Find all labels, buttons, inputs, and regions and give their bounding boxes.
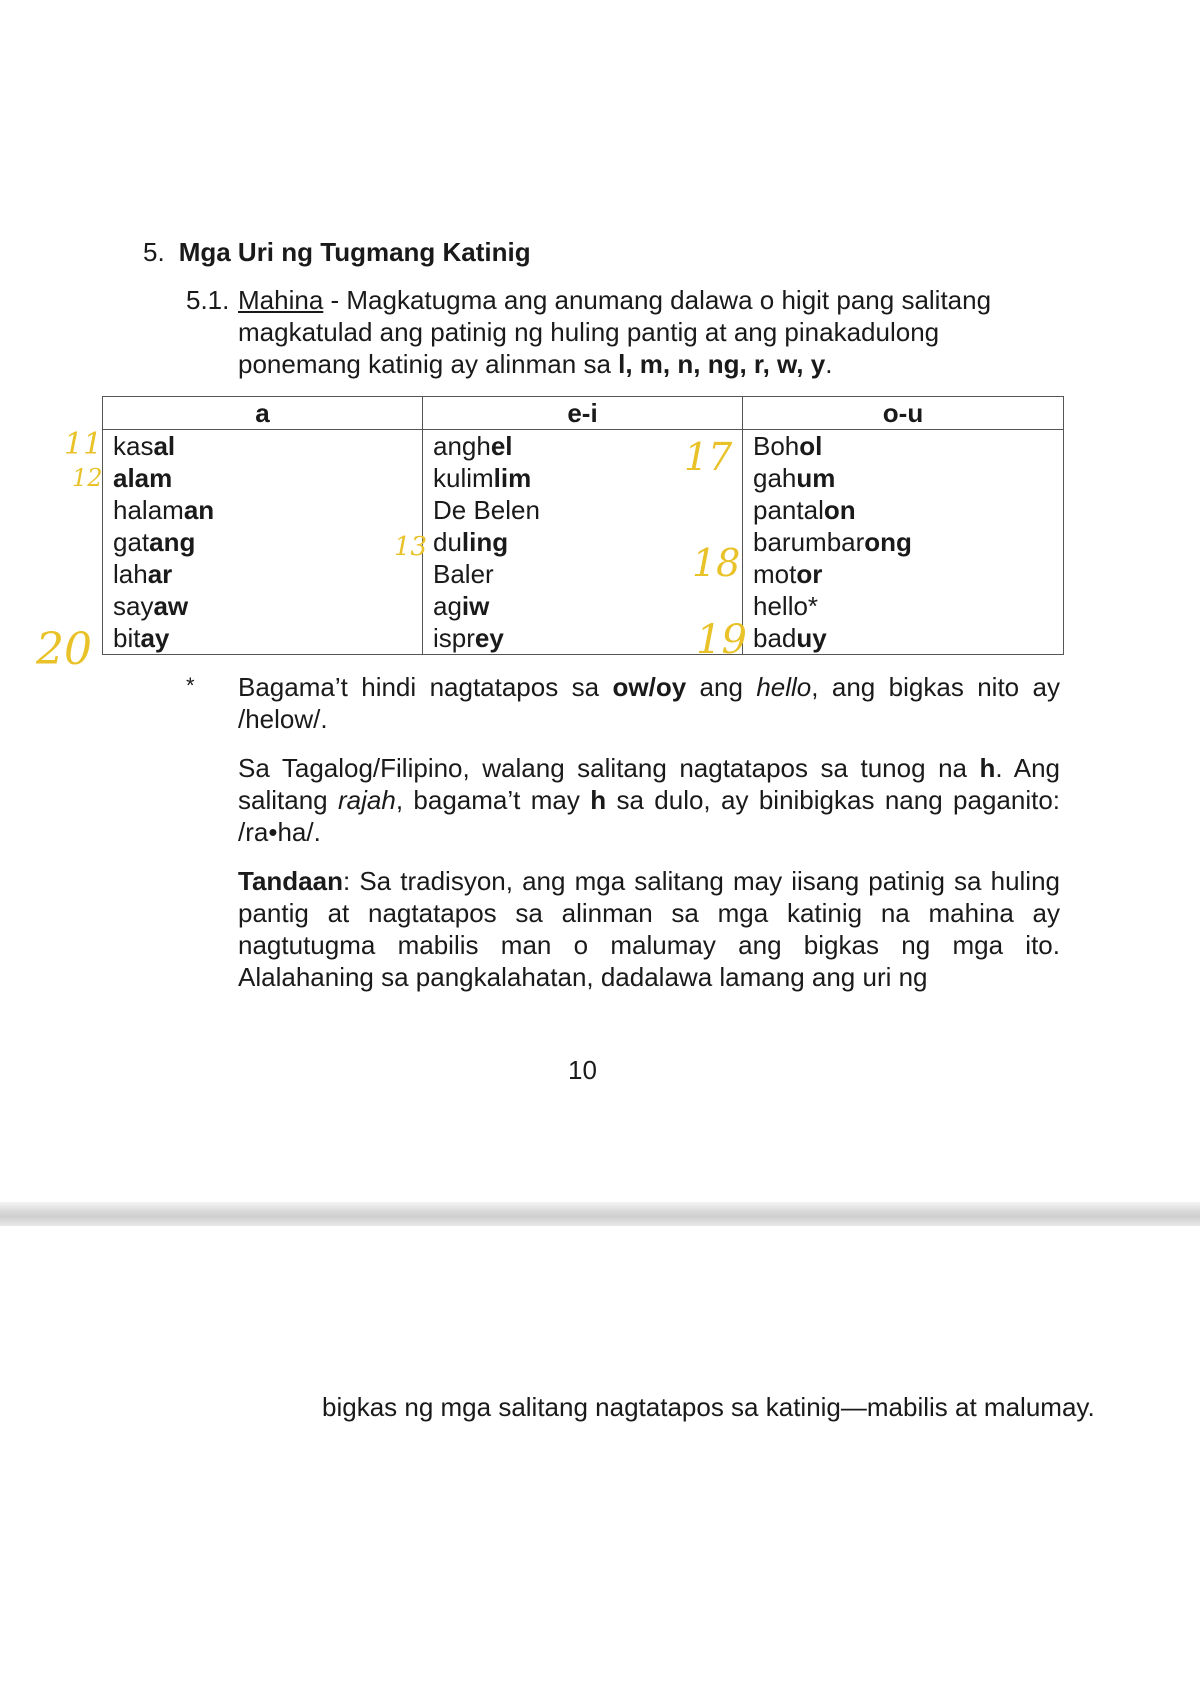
- header-cell-e-i: e-i: [423, 397, 743, 430]
- subsection-text: - Magkatugma ang anumang dalawa o higit pang salitang magkatulad ang patinig ng huling pantig at ang pinakadulong ponemang katinig ay alinman sa: [238, 285, 992, 379]
- word-item: sayaw: [113, 591, 189, 621]
- word-item: baduy: [753, 623, 827, 653]
- tandaan-label: Tandaan: [238, 866, 343, 896]
- paragraph-tandaan: Tandaan: Sa tradisyon, ang mga salitang may iisang patinig sa huling pantig at nagtatapos sa alinman sa mga katinig na mahina ay nagtutugma mabilis man o malumay ang bigkas ng mga ito. Alalahaning sa pangkalahatan, dadalawa lamang ang uri ng: [238, 866, 1060, 992]
- handwritten-annotation: 19: [696, 617, 747, 663]
- word-item: gatang: [113, 527, 196, 557]
- handwritten-annotation: 18: [692, 541, 741, 585]
- word-item: pantalon: [753, 495, 856, 525]
- header-cell-a: a: [103, 397, 423, 430]
- subsection-letters: l, m, n, ng, r, w, y: [618, 349, 826, 379]
- section-heading: [143, 236, 531, 268]
- word-item: halaman: [113, 495, 215, 525]
- word-item: De Belen: [433, 495, 540, 525]
- page-number: 10: [568, 1055, 597, 1085]
- paragraph-h-sound: Sa Tagalog/Filipino, walang salitang nagtatapos sa tunog na h. Ang salitang rajah, bagama’t may h sa dulo, ay binibigkas nang paganito: /ra•ha/.: [238, 753, 1061, 847]
- word-item: hello*: [753, 591, 819, 621]
- table-body-row: [103, 430, 1064, 655]
- word-item: kasal: [113, 431, 176, 461]
- word-item: gahum: [753, 463, 836, 493]
- handwritten-annotation: 11: [64, 427, 103, 462]
- word-item: alam: [113, 463, 173, 493]
- word-item: motor: [753, 559, 823, 589]
- rhyme-table: [102, 396, 1064, 655]
- word-item: bitay: [113, 623, 170, 653]
- column-a-words: [103, 430, 423, 655]
- word-item: duling: [433, 527, 509, 557]
- handwritten-annotation: 17: [684, 435, 733, 479]
- section-title: Mga Uri ng Tugmang Katinig: [178, 237, 531, 267]
- table-header-row: [103, 397, 1064, 430]
- section-number: 5.: [143, 237, 165, 267]
- word-item: agiw: [433, 591, 490, 621]
- subsection-number: 5.1.: [186, 285, 230, 315]
- word-item: lahar: [113, 559, 173, 589]
- column-o-u-words: [743, 430, 1064, 655]
- footnote-marker: *: [186, 673, 195, 698]
- subsection-end: .: [825, 349, 833, 379]
- subsection-definition: [186, 284, 1056, 380]
- word-item: kulimlim: [433, 463, 532, 493]
- word-item: Bohol: [753, 431, 823, 461]
- word-item: barumbarong: [753, 527, 912, 557]
- word-item: anghel: [433, 431, 513, 461]
- word-item: isprey: [433, 623, 504, 653]
- subsection-body: [238, 284, 1056, 380]
- word-item: Baler: [433, 559, 494, 589]
- handwritten-annotation: 20: [36, 624, 92, 675]
- footnote-paragraph: Bagama’t hindi nagtatapos sa ow/oy ang hello, ang bigkas nito ay /helow/.: [238, 672, 1060, 734]
- handwritten-annotation: 12: [72, 464, 103, 492]
- handwritten-annotation: 13: [394, 532, 428, 562]
- continuation-paragraph: bigkas ng mga salitang nagtatapos sa katinig—mabilis at malumay.: [322, 1392, 1095, 1422]
- subsection-term: Mahina: [238, 285, 324, 315]
- page-divider: [0, 1202, 1200, 1226]
- header-cell-o-u: o-u: [743, 397, 1064, 430]
